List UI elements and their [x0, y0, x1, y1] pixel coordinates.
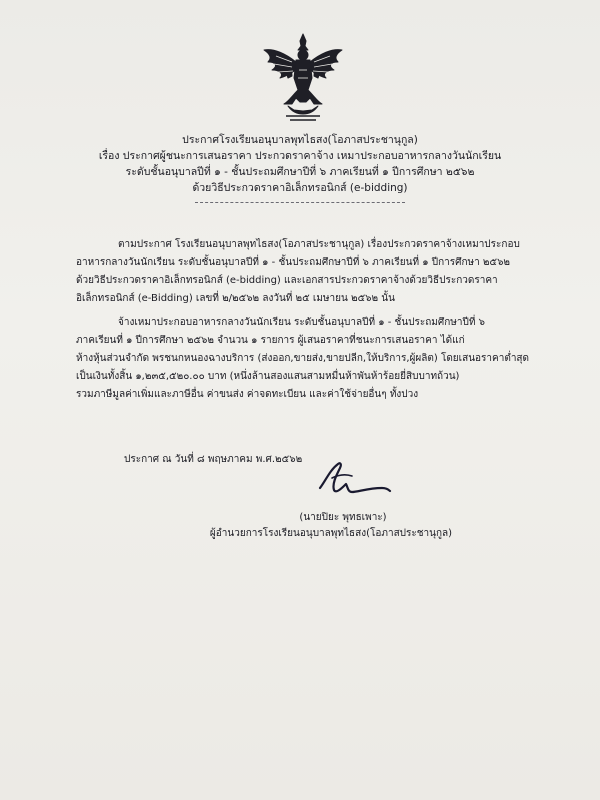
divider [195, 202, 405, 203]
body-line: รวมภาษีมูลค่าเพิ่มและภาษีอื่น ค่าขนส่ง ค่าจดทะเบียน และค่าใช้จ่ายอื่นๆ ทั้งปวง [76, 389, 419, 400]
body-line: อิเล็กทรอนิกส์ (e-Bidding) เลขที่ ๒/๒๕๖๒ ลงวันที่ ๒๕ เมษายน ๒๕๖๒ นั้น [76, 293, 395, 304]
announcement-title: ประกาศโรงเรียนอนุบาลพุทไธสง(โอภาสประชานุกูล) [182, 134, 418, 146]
body-line: ภาคเรียนที่ ๑ ปีการศึกษา ๒๕๖๒ จำนวน ๑ รายการ ผู้เสนอราคาที่ชนะการเสนอราคา ได้แก่ [76, 335, 465, 346]
body-line: ห้างหุ้นส่วนจำกัด พรชนกหนองฉางบริการ (ส่งออก,ขายส่ง,ขายปลีก,ให้บริการ,ผู้ผลิต) โดยเสนอราคาต่ำสุด [76, 353, 530, 364]
body-line: ด้วยวิธีประกวดราคาอิเล็กทรอนิกส์ (e-bidding) และเอกสารประกวดราคาจ้างด้วยวิธีประกวดราคา [76, 275, 498, 286]
body-line: อาหารกลางวันนักเรียน ระดับชั้นอนุบาลปีที่ ๑ - ชั้นประถมศึกษาปีที่ ๖ ภาคเรียนที่ ๑ ปีการศึกษา ๒๕๖๒ [76, 257, 511, 268]
body-line: ตามประกาศ โรงเรียนอนุบาลพุทไธสง(โอภาสประชานุกูล) เรื่องประกวดราคาจ้างเหมาประกอบ [118, 239, 520, 250]
signer-name: (นายปิยะ พุทธเพาะ) [299, 512, 387, 523]
body-line: จ้างเหมาประกอบอาหารกลางวันนักเรียน ระดับชั้นอนุบาลปีที่ ๑ - ชั้นประถมศึกษาปีที่ ๖ [118, 317, 485, 328]
signer-title: ผู้อำนวยการโรงเรียนอนุบาลพุทไธสง(โอภาสประชานุกูล) [209, 528, 453, 539]
garuda-emblem-icon [262, 32, 344, 124]
announcement-subject: เรื่อง ประกาศผู้ชนะการเสนอราคา ประกวดราคาจ้าง เหมาประกอบอาหารกลางวันนักเรียน [98, 150, 502, 162]
body-line: เป็นเงินทั้งสิ้น ๑,๒๓๕,๕๒๐.๐๐ บาท (หนึ่งล้านสองแสนสามหมื่นห้าพันห้าร้อยยี่สิบบาทถ้วน) [76, 371, 460, 382]
announcement-subject-level: ระดับชั้นอนุบาลปีที่ ๑ - ชั้นประถมศึกษาปีที่ ๖ ภาคเรียนที่ ๑ ปีการศึกษา ๒๕๖๒ [125, 166, 475, 178]
announcement-date: ประกาศ ณ วันที่ ๘ พฤษภาคม พ.ศ.๒๕๖๒ [124, 454, 303, 465]
signature-mark [312, 458, 392, 502]
announcement-subject-method: ด้วยวิธีประกวดราคาอิเล็กทรอนิกส์ (e-bidding) [192, 182, 408, 194]
